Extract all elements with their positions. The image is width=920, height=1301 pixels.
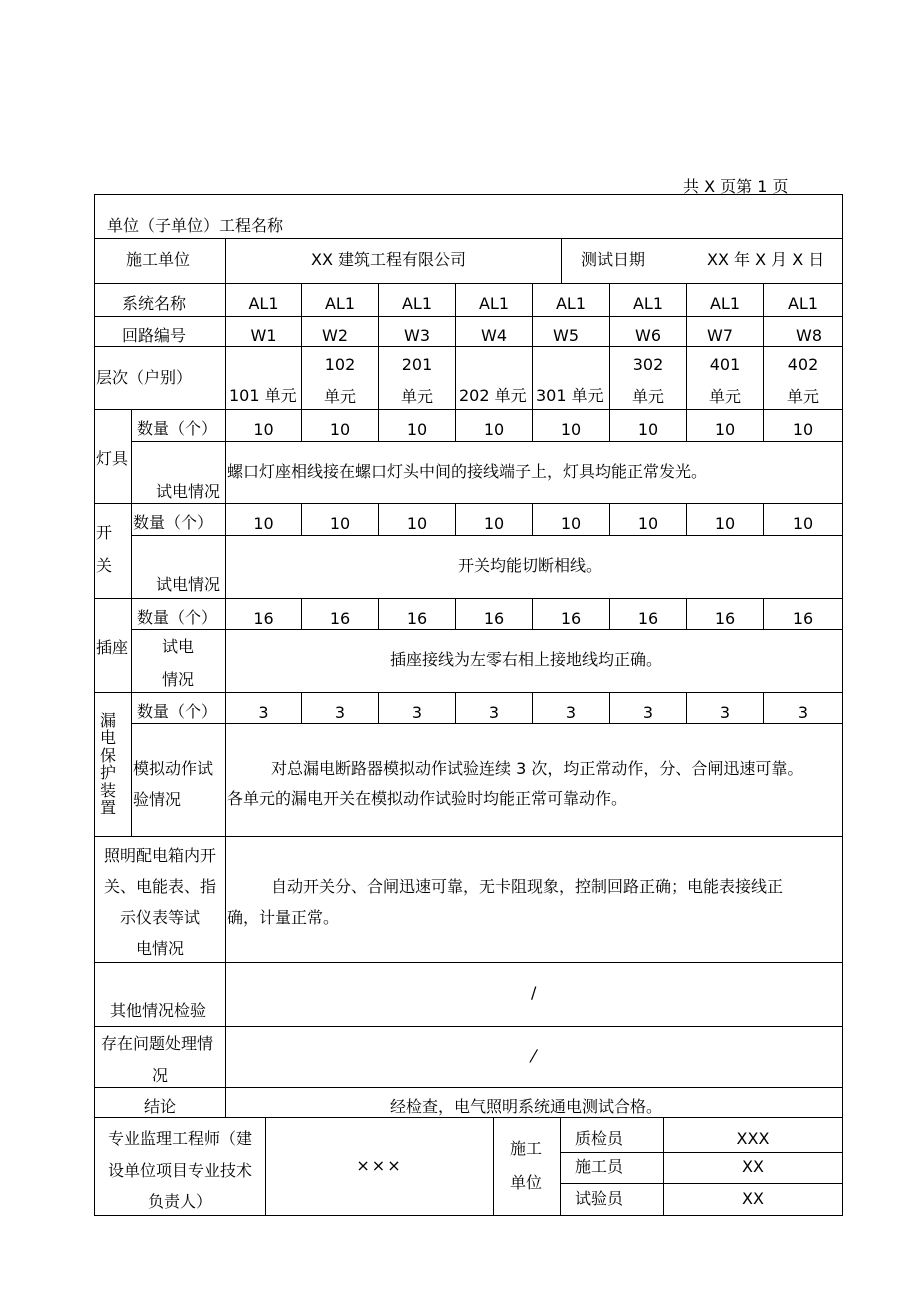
sockets-group-label: 插座 <box>96 638 129 657</box>
lamps-group-label: 灯具 <box>96 449 129 468</box>
switches-qty-cell: 10 <box>792 514 814 533</box>
system-name-cell: AL1 <box>478 294 510 313</box>
distribution-box-label: 示仪表等试 <box>119 908 200 927</box>
col-line <box>561 238 562 283</box>
floor-cell-unit: 单元 <box>631 387 664 406</box>
lamps-qty-cell: 10 <box>406 420 428 439</box>
switches-qty-cell: 10 <box>560 514 582 533</box>
supervisor-label: 负责人） <box>147 1192 212 1211</box>
rcd-group-label: 电 <box>99 728 116 747</box>
sockets-qty-cell: 16 <box>637 609 659 628</box>
row-line <box>560 1152 843 1153</box>
sockets-qty-cell: 16 <box>483 609 505 628</box>
row-line <box>131 723 843 724</box>
rcd-group-label: 装 <box>99 781 116 800</box>
table-bottom-border <box>94 1215 843 1216</box>
floor-cell-unit: 单元 <box>323 387 356 406</box>
floor-cell-unit: 单元 <box>400 387 433 406</box>
distribution-box-result: 自动开关分、合闸迅速可靠，无卡阻现象，控制回路正确；电能表接线正 <box>271 877 784 896</box>
row-line <box>94 283 843 284</box>
contractor-sign-label: 单位 <box>510 1173 543 1192</box>
sockets-qty-cell: 16 <box>714 609 736 628</box>
system-name-cell: AL1 <box>632 294 664 313</box>
row-line <box>94 1026 843 1027</box>
floor-cell-num: 102 <box>324 355 356 374</box>
supervisor-signature: ××× <box>356 1156 403 1175</box>
row-line <box>131 441 843 442</box>
col-line <box>225 238 226 1117</box>
switches-group-label: 关 <box>96 556 113 575</box>
system-name-cell: AL1 <box>401 294 433 313</box>
floor-cell-num: 402 <box>787 355 819 374</box>
sockets-qty-label: 数量（个） <box>137 608 218 627</box>
rcd-group-label: 保 <box>99 746 116 765</box>
circuit-label: 回路编号 <box>122 326 187 345</box>
switches-qty-cell: 10 <box>329 514 351 533</box>
contractor-sign-label: 施工 <box>510 1139 543 1158</box>
rcd-qty-label: 数量（个） <box>137 702 218 721</box>
row-line <box>94 346 843 347</box>
lamps-qty-label: 数量（个） <box>137 419 218 438</box>
role-name: XX <box>742 1189 764 1208</box>
row-line <box>94 409 843 410</box>
switches-test-result: 开关均能切断相线。 <box>458 556 603 575</box>
circuit-cell: W2 <box>322 326 348 345</box>
floor-cell: 202 单元 <box>459 386 527 405</box>
table-top-border <box>94 194 843 195</box>
switches-group-label: 开 <box>96 523 113 542</box>
distribution-box-label: 关、电能表、指 <box>103 877 216 896</box>
row-line <box>94 503 843 504</box>
floor-cell: 101 单元 <box>229 386 297 405</box>
row-line <box>94 238 843 239</box>
system-name-cell: AL1 <box>248 294 279 313</box>
rcd-qty-cell: 3 <box>719 703 731 722</box>
lamps-qty-cell: 10 <box>560 420 582 439</box>
system-name-cell: AL1 <box>324 294 356 313</box>
floor-cell-num: 401 <box>709 355 741 374</box>
row-line <box>560 1183 843 1184</box>
sockets-test-label: 试电 <box>162 637 195 656</box>
role-label: 质检员 <box>575 1129 624 1148</box>
sockets-test-label: 情况 <box>162 670 195 689</box>
issues-label: 存在问题处理情 <box>101 1034 214 1053</box>
sockets-qty-cell: 16 <box>253 609 274 628</box>
col-line <box>131 409 132 836</box>
sockets-qty-cell: 16 <box>560 609 582 628</box>
row-line <box>94 316 843 317</box>
rcd-qty-cell: 3 <box>411 703 423 722</box>
other-inspection-label: 其他情况检验 <box>110 1001 207 1020</box>
sockets-test-result: 插座接线为左零右相上接地线均正确。 <box>390 650 663 669</box>
supervisor-label: 专业监理工程师（建 <box>107 1129 252 1148</box>
lamps-qty-cell: 10 <box>483 420 505 439</box>
role-name: XXX <box>736 1129 770 1148</box>
table-left-border <box>94 194 95 1215</box>
sockets-qty-cell: 16 <box>406 609 428 628</box>
switches-qty-label: 数量（个） <box>133 513 214 532</box>
switches-qty-cell: 10 <box>637 514 659 533</box>
conclusion-label: 结论 <box>144 1097 177 1116</box>
switches-qty-cell: 10 <box>406 514 428 533</box>
sockets-qty-cell: 16 <box>792 609 814 628</box>
lamps-qty-cell: 10 <box>714 420 736 439</box>
test-date-value: XX 年 X 月 X 日 <box>707 250 825 269</box>
circuit-cell: W7 <box>707 326 733 345</box>
rcd-qty-cell: 3 <box>488 703 500 722</box>
role-name: XX <box>742 1157 764 1176</box>
switches-test-label: 试电情况 <box>156 575 221 594</box>
circuit-cell: W4 <box>481 326 507 345</box>
supervisor-label: 设单位项目专业技术 <box>107 1161 252 1180</box>
distribution-box-label: 电情况 <box>135 939 184 958</box>
page-indicator: 共 X 页第 1 页 <box>683 177 789 196</box>
row-line <box>94 598 843 599</box>
sockets-qty-cell: 16 <box>329 609 351 628</box>
lamps-qty-cell: 10 <box>329 420 351 439</box>
table-right-border <box>842 194 843 1215</box>
floor-label: 层次（户别） <box>96 368 193 387</box>
floor-cell-unit: 单元 <box>708 387 741 406</box>
distribution-box-label: 照明配电箱内开 <box>103 846 216 865</box>
circuit-cell: W8 <box>796 326 822 345</box>
rcd-test-result: 各单元的漏电开关在模拟动作试验时均能正常可靠动作。 <box>227 789 628 808</box>
circuit-cell: W3 <box>404 326 430 345</box>
switches-qty-cell: 10 <box>714 514 736 533</box>
row-line <box>131 629 843 630</box>
circuit-cell: W5 <box>553 326 579 345</box>
floor-cell-unit: 单元 <box>786 387 819 406</box>
issues-value: / <box>528 1046 540 1065</box>
lamps-test-label: 试电情况 <box>156 482 221 501</box>
other-inspection-value: / <box>531 983 537 1002</box>
lamps-qty-cell: 10 <box>253 420 274 439</box>
role-label: 试验员 <box>575 1189 624 1208</box>
system-name-label: 系统名称 <box>122 294 187 313</box>
row-line <box>94 1087 843 1088</box>
lamps-qty-cell: 10 <box>792 420 814 439</box>
row-line <box>94 962 843 963</box>
rcd-qty-cell: 3 <box>642 703 654 722</box>
system-name-cell: AL1 <box>787 294 819 313</box>
rcd-test-label: 验情况 <box>133 790 182 809</box>
rcd-qty-cell: 3 <box>565 703 577 722</box>
rcd-test-result: 对总漏电断路器模拟动作试验连续 3 次，均正常动作，分、合闸迅速可靠。 <box>271 759 804 778</box>
rcd-group-label: 置 <box>99 798 116 817</box>
system-name-cell: AL1 <box>709 294 741 313</box>
system-name-cell: AL1 <box>555 294 587 313</box>
issues-label: 况 <box>152 1066 169 1085</box>
floor-cell: 301 单元 <box>536 386 604 405</box>
contractor-label: 施工单位 <box>126 250 191 269</box>
circuit-cell: W6 <box>635 326 661 345</box>
test-date-label: 测试日期 <box>581 250 646 269</box>
switches-qty-cell: 10 <box>483 514 505 533</box>
lamps-qty-cell: 10 <box>637 420 659 439</box>
role-label: 施工员 <box>575 1157 624 1176</box>
row-line <box>94 1117 843 1118</box>
row-line <box>94 692 843 693</box>
floor-cell-num: 201 <box>401 355 433 374</box>
distribution-box-result: 确，计量正常。 <box>227 908 340 927</box>
rcd-qty-cell: 3 <box>797 703 809 722</box>
switches-qty-cell: 10 <box>253 514 274 533</box>
rcd-qty-cell: 3 <box>258 703 269 722</box>
circuit-cell: W1 <box>250 326 277 345</box>
project-name-label: 单位（子单位）工程名称 <box>107 216 284 235</box>
col-line <box>493 1117 494 1215</box>
row-line <box>94 836 843 837</box>
rcd-qty-cell: 3 <box>334 703 346 722</box>
col-line <box>560 1117 561 1215</box>
rcd-test-label: 模拟动作试 <box>133 759 214 778</box>
rcd-group-label: 护 <box>99 763 116 782</box>
conclusion-value: 经检查，电气照明系统通电测试合格。 <box>390 1097 663 1116</box>
contractor-value: XX 建筑工程有限公司 <box>311 250 467 269</box>
row-line <box>131 535 843 536</box>
rcd-group-label: 漏 <box>99 711 116 730</box>
floor-cell-num: 302 <box>632 355 664 374</box>
lamps-test-result: 螺口灯座相线接在螺口灯头中间的接线端子上，灯具均能正常发光。 <box>227 462 708 481</box>
